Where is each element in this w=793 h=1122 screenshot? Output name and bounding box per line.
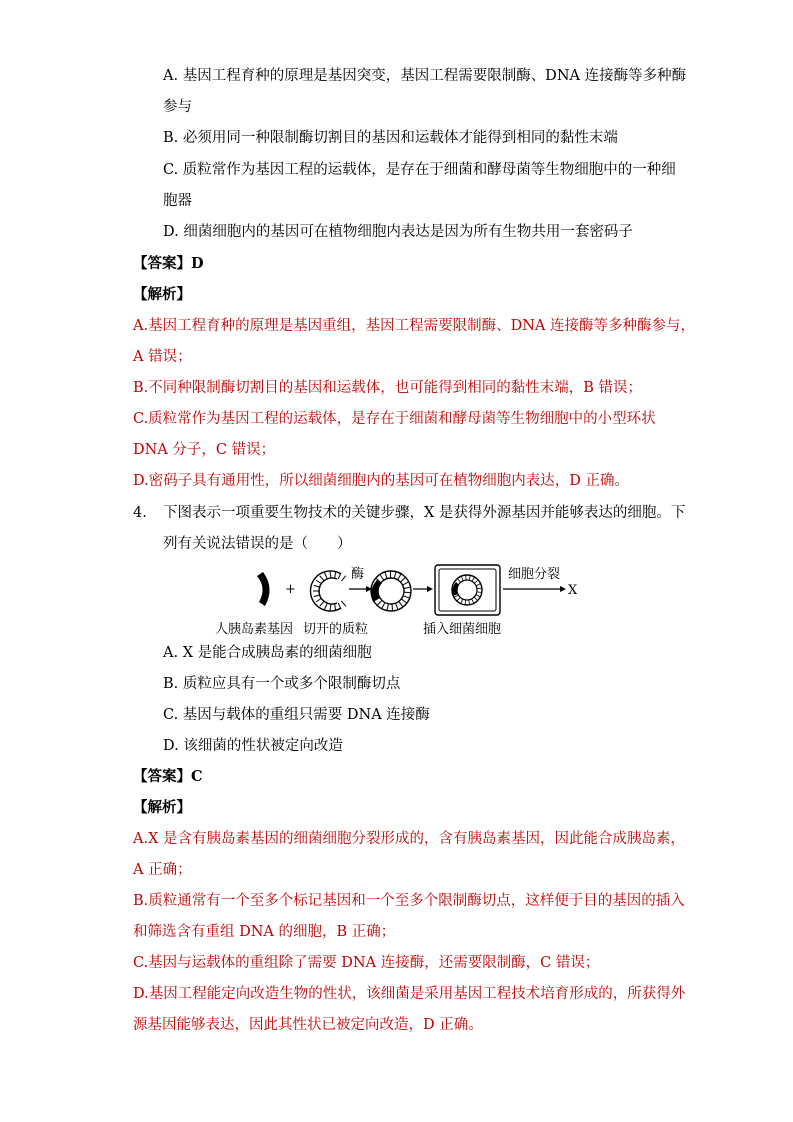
label-insulin-gene: 人胰岛素基因: [215, 622, 294, 637]
plasmid-tick: [472, 599, 474, 603]
q4-number: 4.: [133, 505, 147, 521]
q3-option-a: A. 基因工程育种的原理是基因突变，基因工程需要限制酶、DNA 连接酶等多种酶: [163, 68, 687, 84]
plasmid-tick: [380, 574, 384, 580]
q3-option-d: D. 细菌细胞内的基因可在植物细胞内表达是因为所有生物共用一套密码子: [163, 224, 633, 240]
plus-sign: +: [285, 582, 296, 597]
plasmid-tick: [398, 574, 402, 580]
plasmid-tick: [396, 603, 398, 610]
plasmid-tick: [404, 587, 411, 588]
plasmid-tick: [316, 598, 322, 602]
q4-analysis-line: C.基因与运载体的重组除了需要 DNA 连接酶，还需要限制酶，C 错误；: [133, 955, 600, 971]
q3-analysis-label: 【解析】: [133, 286, 191, 303]
plasmid-tick: [320, 601, 325, 606]
cell-division-label: 细胞分裂: [508, 567, 561, 582]
plasmid-tick: [330, 604, 331, 611]
plasmid-tick: [403, 596, 410, 599]
plasmid-tick: [377, 600, 382, 605]
plasmid-tick: [476, 595, 480, 597]
plasmid-tick: [325, 603, 328, 609]
q4-analysis-label: 【解析】: [133, 799, 191, 816]
q3-option-c-cont: 胞器: [163, 193, 192, 209]
plasmid-tick: [477, 588, 482, 589]
q4-analysis-line: 源基因能够表达，因此其性状已被定向改造，D 正确。: [133, 1017, 483, 1033]
cut-plasmid-ticks: [313, 571, 346, 611]
q4-option-b: B. 质粒应具有一个或多个限制酶切点: [163, 676, 401, 692]
arrowhead-division: [560, 586, 566, 592]
plasmid-tick: [341, 576, 345, 581]
q4-option-c: C. 基因与载体的重组只需要 DNA 连接酶: [163, 707, 430, 723]
q4-answer: 【答案】C: [133, 768, 203, 785]
q3-analysis-line: B.不同种限制酶切割目的基因和运载体，也可能得到相同的黏性末端，B 错误；: [133, 380, 643, 396]
plasmid-tick: [325, 573, 328, 579]
insulin-gene-arc: [257, 572, 270, 606]
plasmid-tick: [454, 595, 458, 598]
q3-option-c: C. 质粒常作为基因工程的运载体，是存在于细菌和酵母菌等生物细胞中的一种细: [163, 162, 676, 178]
q3-analysis-line: A.基因工程育种的原理是基因重组，基因工程需要限制酶、DNA 连接酶等多种酶参与，: [133, 318, 695, 334]
q4-analysis-line: D.基因工程能定向改造生物的性状，该细菌是采用基因工程技术培育形成的，所获得外: [133, 986, 686, 1002]
plasmid-tick: [469, 600, 470, 605]
plasmid-tick: [465, 600, 466, 605]
plasmid-tick: [461, 599, 463, 604]
q4-stem: 下图表示一项重要生物技术的关键步骤，X 是获得外源基因并能够表达的细胞。下: [163, 505, 686, 521]
gene-engineering-diagram: [215, 562, 595, 644]
arrowhead-insert: [427, 586, 433, 592]
plasmid-tick: [477, 592, 482, 593]
plasmid-tick: [457, 579, 460, 583]
plasmid-tick: [457, 597, 460, 601]
q4-stem-cont: 列有关说法错误的是（ ）: [163, 536, 352, 552]
q4-option-a: A. X 是能合成胰岛素的细菌细胞: [163, 645, 372, 661]
plasmid-tick: [403, 582, 409, 585]
q3-analysis-line: DNA 分子，C 错误；: [133, 442, 276, 458]
q3-analysis-line: C.质粒常作为基因工程的运载体，是存在于细菌和酵母菌等生物细胞中的小型环状: [133, 411, 656, 427]
plasmid-tick: [335, 604, 336, 611]
q3-analysis-line: A 错误；: [133, 349, 192, 365]
plasmid-tick: [320, 576, 325, 581]
plasmid-tick: [404, 592, 411, 593]
q3-analysis-line: D.密码子具有通用性，所以细菌细胞内的基因可在植物细胞内表达，D 正确。: [133, 473, 629, 489]
plasmid-tick: [382, 603, 385, 609]
plasmid-tick: [387, 604, 388, 611]
plasmid-tick: [400, 577, 405, 582]
plasmid-tick: [401, 599, 407, 603]
q3-answer: 【答案】D: [133, 255, 204, 272]
plasmid-tick: [474, 580, 478, 583]
plasmid-tick: [399, 601, 403, 607]
label-insert-bacteria: 插入细菌细胞: [423, 622, 502, 637]
plasmid-tick: [335, 571, 336, 578]
x-label: X: [568, 583, 578, 598]
plasmid-tick: [394, 572, 396, 579]
plasmid-tick: [341, 601, 345, 606]
q4-analysis-line: A 正确；: [133, 862, 192, 878]
plasmid-tick: [330, 571, 331, 578]
q4-analysis-line: A.X 是含有胰岛素基因的细菌细胞分裂形成的，含有胰岛素基因，因此能合成胰岛素，: [133, 831, 686, 847]
q3-option-b: B. 必须用同一种限制酶切割目的基因和运载体才能得到相同的黏性末端: [163, 130, 618, 146]
plasmid-tick: [476, 584, 481, 586]
q3-option-a-cont: 参与: [163, 99, 192, 115]
label-cut-plasmid: 切开的质粒: [303, 622, 369, 637]
plasmid-tick: [316, 580, 322, 584]
q4-analysis-line: B.质粒通常有一个至多个标记基因和一个至多个限制酶切点，这样便于目的基因的插入: [133, 893, 685, 909]
plasmid-tick: [392, 604, 393, 611]
q4-option-d: D. 该细菌的性状被定向改造: [163, 738, 343, 754]
plasmid-tick: [461, 576, 463, 581]
bacterial-cell: [435, 565, 500, 615]
enzyme-label: 酶: [351, 567, 365, 582]
plasmid-tick: [469, 575, 470, 580]
plasmid-tick: [385, 572, 387, 579]
plasmid-tick: [472, 577, 475, 581]
plasmid-tick: [474, 597, 478, 601]
q4-analysis-line: 和筛选含有重组 DNA 的细胞，B 正确；: [133, 924, 396, 940]
